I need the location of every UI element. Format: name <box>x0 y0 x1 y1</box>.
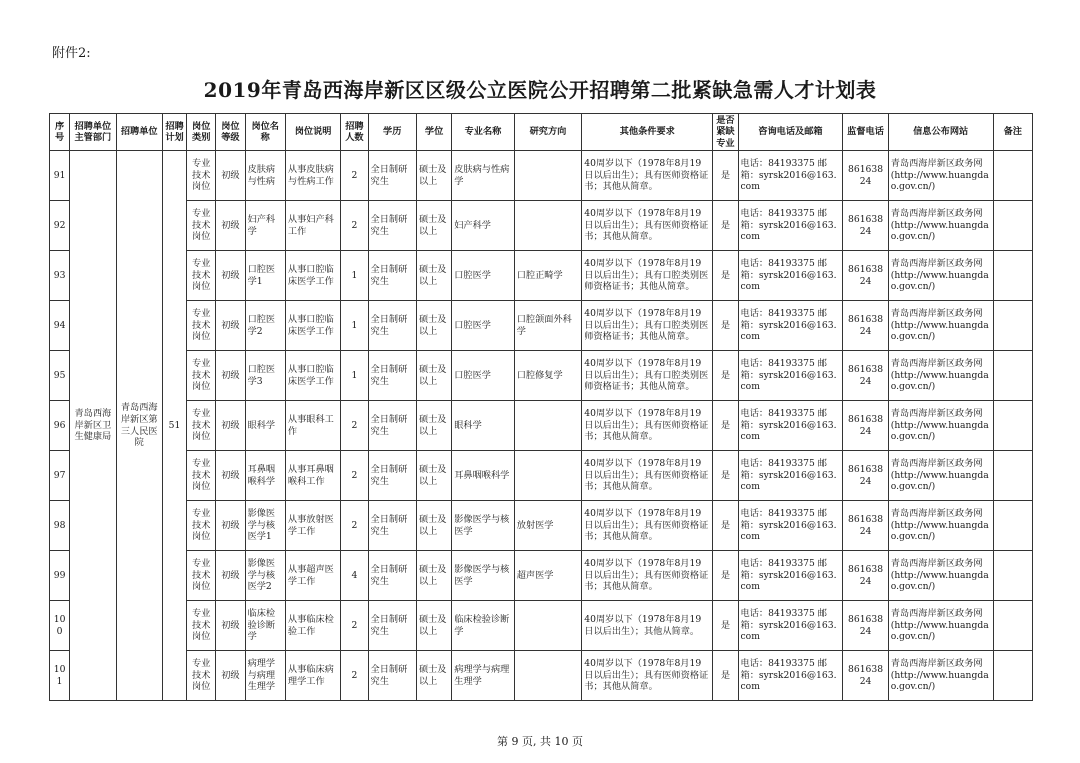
cell-major: 皮肤病与性病学 <box>452 151 515 201</box>
cell-contact: 电话：84193375 邮箱：syrsk2016@163.com <box>738 251 843 301</box>
cell-level: 初级 <box>216 401 245 451</box>
cell-post-desc: 从事口腔临床医学工作 <box>285 251 340 301</box>
cell-supervise: 86163824 <box>843 201 888 251</box>
cell-education: 全日制研究生 <box>368 401 416 451</box>
cell-supervise: 86163824 <box>843 401 888 451</box>
cell-supervise: 86163824 <box>843 251 888 301</box>
cell-research <box>514 401 582 451</box>
cell-education: 全日制研究生 <box>368 301 416 351</box>
cell-remarks <box>993 601 1032 651</box>
group-dept-cell: 青岛西海岸新区卫生健康局 <box>70 151 116 701</box>
table-row <box>50 151 1033 201</box>
cell-urgent: 是 <box>713 501 738 551</box>
cell-supervise: 86163824 <box>843 651 888 701</box>
cell-seq: 98 <box>50 501 70 551</box>
cell-level: 初级 <box>216 201 245 251</box>
cell-supervise: 86163824 <box>843 501 888 551</box>
cell-post-name: 口腔医学1 <box>245 251 285 301</box>
cell-publish: 青岛西海岸新区政务网(http://www.huangdao.gov.cn/) <box>888 501 993 551</box>
cell-post-desc: 从事眼科工作 <box>285 401 340 451</box>
cell-seq: 99 <box>50 551 70 601</box>
cell-category: 专业技术岗位 <box>187 201 216 251</box>
header-remarks: 备注 <box>993 114 1032 151</box>
cell-research <box>514 651 582 701</box>
cell-seq: 100 <box>50 601 70 651</box>
table-row <box>50 551 1033 601</box>
cell-seq: 93 <box>50 251 70 301</box>
header-education: 学历 <box>368 114 416 151</box>
cell-category: 专业技术岗位 <box>187 501 216 551</box>
cell-category: 专业技术岗位 <box>187 251 216 301</box>
header-supervise: 监督电话 <box>843 114 888 151</box>
cell-conditions: 40周岁以下（1978年8月19日以后出生）；其他从简章。 <box>582 601 713 651</box>
cell-supervise: 86163824 <box>843 551 888 601</box>
cell-research <box>514 201 582 251</box>
cell-supervise: 86163824 <box>843 301 888 351</box>
cell-research <box>514 601 582 651</box>
group-unit-cell: 青岛西海岸新区第三人民医院 <box>116 151 162 701</box>
cell-remarks <box>993 651 1032 701</box>
cell-count: 2 <box>341 501 368 551</box>
cell-contact: 电话：84193375 邮箱：syrsk2016@163.com <box>738 151 843 201</box>
cell-education: 全日制研究生 <box>368 351 416 401</box>
cell-conditions: 40周岁以下（1978年8月19日以后出生）；具有医师资格证书；其他从简章。 <box>582 201 713 251</box>
cell-post-desc: 从事口腔临床医学工作 <box>285 301 340 351</box>
cell-publish: 青岛西海岸新区政务网(http://www.huangdao.gov.cn/) <box>888 151 993 201</box>
cell-supervise: 86163824 <box>843 451 888 501</box>
header-conditions: 其他条件要求 <box>582 114 713 151</box>
cell-research: 口腔正畸学 <box>514 251 582 301</box>
cell-count: 2 <box>341 601 368 651</box>
cell-research: 口腔颌面外科学 <box>514 301 582 351</box>
header-publish: 信息公布网站 <box>888 114 993 151</box>
cell-remarks <box>993 251 1032 301</box>
cell-education: 全日制研究生 <box>368 151 416 201</box>
page-title: 2019年青岛西海岸新区区级公立医院公开招聘第二批紧缺急需人才计划表 <box>203 78 877 102</box>
cell-contact: 电话：84193375 邮箱：syrsk2016@163.com <box>738 451 843 501</box>
cell-post-desc: 从事口腔临床医学工作 <box>285 351 340 401</box>
cell-level: 初级 <box>216 551 245 601</box>
cell-remarks <box>993 551 1032 601</box>
cell-conditions: 40周岁以下（1978年8月19日以后出生）；具有医师资格证书；其他从简章。 <box>582 151 713 201</box>
cell-major: 口腔医学 <box>452 251 515 301</box>
cell-category: 专业技术岗位 <box>187 451 216 501</box>
cell-contact: 电话：84193375 邮箱：syrsk2016@163.com <box>738 351 843 401</box>
cell-conditions: 40周岁以下（1978年8月19日以后出生）；具有口腔类别医师资格证书；其他从简章。 <box>582 301 713 351</box>
attachment-label: 附件2: <box>52 46 91 61</box>
cell-major: 临床检验诊断学 <box>452 601 515 651</box>
header-major: 专业名称 <box>452 114 515 151</box>
cell-publish: 青岛西海岸新区政务网(http://www.huangdao.gov.cn/) <box>888 251 993 301</box>
cell-level: 初级 <box>216 351 245 401</box>
cell-degree: 硕士及以上 <box>416 601 451 651</box>
cell-contact: 电话：84193375 邮箱：syrsk2016@163.com <box>738 501 843 551</box>
cell-degree: 硕士及以上 <box>416 501 451 551</box>
table-row <box>50 301 1033 351</box>
cell-contact: 电话：84193375 邮箱：syrsk2016@163.com <box>738 201 843 251</box>
page-footer: 第 9 页, 共 10 页 <box>497 735 583 748</box>
table-row <box>50 251 1033 301</box>
header-contact: 咨询电话及邮箱 <box>738 114 843 151</box>
cell-conditions: 40周岁以下（1978年8月19日以后出生）；具有医师资格证书；其他从简章。 <box>582 501 713 551</box>
cell-degree: 硕士及以上 <box>416 551 451 601</box>
cell-publish: 青岛西海岸新区政务网(http://www.huangdao.gov.cn/) <box>888 301 993 351</box>
cell-category: 专业技术岗位 <box>187 351 216 401</box>
header-research: 研究方向 <box>514 114 582 151</box>
cell-major: 口腔医学 <box>452 351 515 401</box>
cell-remarks <box>993 301 1032 351</box>
cell-level: 初级 <box>216 251 245 301</box>
cell-urgent: 是 <box>713 651 738 701</box>
cell-level: 初级 <box>216 451 245 501</box>
cell-count: 1 <box>341 251 368 301</box>
header-post-desc: 岗位说明 <box>285 114 340 151</box>
cell-publish: 青岛西海岸新区政务网(http://www.huangdao.gov.cn/) <box>888 651 993 701</box>
cell-research: 放射医学 <box>514 501 582 551</box>
cell-level: 初级 <box>216 151 245 201</box>
header-category: 岗位类别 <box>187 114 216 151</box>
cell-post-desc: 从事耳鼻咽喉科工作 <box>285 451 340 501</box>
cell-degree: 硕士及以上 <box>416 201 451 251</box>
cell-education: 全日制研究生 <box>368 551 416 601</box>
cell-post-desc: 从事超声医学工作 <box>285 551 340 601</box>
cell-urgent: 是 <box>713 601 738 651</box>
cell-urgent: 是 <box>713 551 738 601</box>
cell-major: 眼科学 <box>452 401 515 451</box>
cell-education: 全日制研究生 <box>368 251 416 301</box>
table-row <box>50 401 1033 451</box>
cell-urgent: 是 <box>713 351 738 401</box>
cell-seq: 91 <box>50 151 70 201</box>
cell-count: 4 <box>341 551 368 601</box>
cell-remarks <box>993 501 1032 551</box>
cell-seq: 94 <box>50 301 70 351</box>
cell-count: 2 <box>341 201 368 251</box>
cell-degree: 硕士及以上 <box>416 451 451 501</box>
cell-post-name: 病理学与病理生理学 <box>245 651 285 701</box>
cell-conditions: 40周岁以下（1978年8月19日以后出生）；具有医师资格证书；其他从简章。 <box>582 401 713 451</box>
cell-level: 初级 <box>216 601 245 651</box>
cell-seq: 97 <box>50 451 70 501</box>
cell-count: 2 <box>341 451 368 501</box>
cell-count: 2 <box>341 151 368 201</box>
cell-publish: 青岛西海岸新区政务网(http://www.huangdao.gov.cn/) <box>888 401 993 451</box>
cell-seq: 101 <box>50 651 70 701</box>
cell-post-name: 口腔医学3 <box>245 351 285 401</box>
cell-major: 影像医学与核医学 <box>452 551 515 601</box>
cell-post-desc: 从事临床检验工作 <box>285 601 340 651</box>
cell-post-desc: 从事皮肤病与性病工作 <box>285 151 340 201</box>
cell-education: 全日制研究生 <box>368 451 416 501</box>
table-row <box>50 651 1033 701</box>
cell-post-name: 影像医学与核医学2 <box>245 551 285 601</box>
cell-contact: 电话：84193375 邮箱：syrsk2016@163.com <box>738 651 843 701</box>
cell-contact: 电话：84193375 邮箱：syrsk2016@163.com <box>738 551 843 601</box>
cell-category: 专业技术岗位 <box>187 551 216 601</box>
cell-level: 初级 <box>216 501 245 551</box>
cell-category: 专业技术岗位 <box>187 651 216 701</box>
header-level: 岗位等级 <box>216 114 245 151</box>
cell-research: 口腔修复学 <box>514 351 582 401</box>
cell-conditions: 40周岁以下（1978年8月19日以后出生）；具有医师资格证书；其他从简章。 <box>582 451 713 501</box>
cell-category: 专业技术岗位 <box>187 151 216 201</box>
cell-remarks <box>993 351 1032 401</box>
cell-major: 病理学与病理生理学 <box>452 651 515 701</box>
cell-count: 2 <box>341 401 368 451</box>
cell-level: 初级 <box>216 651 245 701</box>
cell-urgent: 是 <box>713 301 738 351</box>
cell-contact: 电话：84193375 邮箱：syrsk2016@163.com <box>738 601 843 651</box>
cell-contact: 电话：84193375 邮箱：syrsk2016@163.com <box>738 401 843 451</box>
table-row <box>50 501 1033 551</box>
table-row <box>50 351 1033 401</box>
cell-supervise: 86163824 <box>843 601 888 651</box>
group-plan-cell: 51 <box>162 151 186 701</box>
cell-post-desc: 从事临床病理学工作 <box>285 651 340 701</box>
cell-category: 专业技术岗位 <box>187 301 216 351</box>
cell-degree: 硕士及以上 <box>416 651 451 701</box>
cell-post-desc: 从事妇产科工作 <box>285 201 340 251</box>
header-count: 招聘人数 <box>341 114 368 151</box>
cell-publish: 青岛西海岸新区政务网(http://www.huangdao.gov.cn/) <box>888 551 993 601</box>
cell-count: 1 <box>341 351 368 401</box>
cell-degree: 硕士及以上 <box>416 351 451 401</box>
cell-category: 专业技术岗位 <box>187 601 216 651</box>
cell-post-name: 妇产科学 <box>245 201 285 251</box>
cell-major: 口腔医学 <box>452 301 515 351</box>
cell-urgent: 是 <box>713 401 738 451</box>
cell-education: 全日制研究生 <box>368 601 416 651</box>
cell-degree: 硕士及以上 <box>416 251 451 301</box>
cell-post-name: 皮肤病与性病 <box>245 151 285 201</box>
cell-conditions: 40周岁以下（1978年8月19日以后出生）；具有医师资格证书；其他从简章。 <box>582 551 713 601</box>
cell-conditions: 40周岁以下（1978年8月19日以后出生）；具有口腔类别医师资格证书；其他从简章。 <box>582 251 713 301</box>
header-dept: 招聘单位主管部门 <box>70 114 116 151</box>
cell-publish: 青岛西海岸新区政务网(http://www.huangdao.gov.cn/) <box>888 351 993 401</box>
cell-research: 超声医学 <box>514 551 582 601</box>
header-post-name: 岗位名称 <box>245 114 285 151</box>
table-header-row <box>50 114 1033 151</box>
cell-count: 1 <box>341 301 368 351</box>
table-row <box>50 201 1033 251</box>
cell-category: 专业技术岗位 <box>187 401 216 451</box>
cell-seq: 92 <box>50 201 70 251</box>
cell-post-desc: 从事放射医学工作 <box>285 501 340 551</box>
cell-degree: 硕士及以上 <box>416 301 451 351</box>
table-row <box>50 601 1033 651</box>
header-plan: 招聘计划 <box>162 114 186 151</box>
cell-contact: 电话：84193375 邮箱：syrsk2016@163.com <box>738 301 843 351</box>
cell-supervise: 86163824 <box>843 351 888 401</box>
recruitment-plan-table <box>49 113 1033 701</box>
cell-research <box>514 451 582 501</box>
cell-urgent: 是 <box>713 201 738 251</box>
cell-remarks <box>993 151 1032 201</box>
cell-urgent: 是 <box>713 251 738 301</box>
table-body <box>50 151 1033 701</box>
cell-supervise: 86163824 <box>843 151 888 201</box>
cell-remarks <box>993 401 1032 451</box>
cell-urgent: 是 <box>713 151 738 201</box>
header-urgent: 是否紧缺专业 <box>713 114 738 151</box>
cell-post-name: 口腔医学2 <box>245 301 285 351</box>
cell-major: 妇产科学 <box>452 201 515 251</box>
cell-publish: 青岛西海岸新区政务网(http://www.huangdao.gov.cn/) <box>888 601 993 651</box>
cell-post-name: 耳鼻咽喉科学 <box>245 451 285 501</box>
cell-seq: 95 <box>50 351 70 401</box>
cell-remarks <box>993 201 1032 251</box>
cell-count: 2 <box>341 651 368 701</box>
cell-remarks <box>993 451 1032 501</box>
cell-publish: 青岛西海岸新区政务网(http://www.huangdao.gov.cn/) <box>888 201 993 251</box>
cell-degree: 硕士及以上 <box>416 151 451 201</box>
table-row <box>50 451 1033 501</box>
cell-degree: 硕士及以上 <box>416 401 451 451</box>
cell-major: 影像医学与核医学 <box>452 501 515 551</box>
cell-education: 全日制研究生 <box>368 501 416 551</box>
cell-conditions: 40周岁以下（1978年8月19日以后出生）；具有口腔类别医师资格证书；其他从简章。 <box>582 351 713 401</box>
cell-post-name: 影像医学与核医学1 <box>245 501 285 551</box>
cell-research <box>514 151 582 201</box>
cell-urgent: 是 <box>713 451 738 501</box>
cell-publish: 青岛西海岸新区政务网(http://www.huangdao.gov.cn/) <box>888 451 993 501</box>
cell-major: 耳鼻咽喉科学 <box>452 451 515 501</box>
header-unit: 招聘单位 <box>116 114 162 151</box>
cell-conditions: 40周岁以下（1978年8月19日以后出生）；具有医师资格证书；其他从简章。 <box>582 651 713 701</box>
cell-seq: 96 <box>50 401 70 451</box>
cell-post-name: 临床检验诊断学 <box>245 601 285 651</box>
cell-education: 全日制研究生 <box>368 651 416 701</box>
header-seq: 序号 <box>50 114 70 151</box>
cell-education: 全日制研究生 <box>368 201 416 251</box>
cell-post-name: 眼科学 <box>245 401 285 451</box>
header-degree: 学位 <box>416 114 451 151</box>
cell-level: 初级 <box>216 301 245 351</box>
